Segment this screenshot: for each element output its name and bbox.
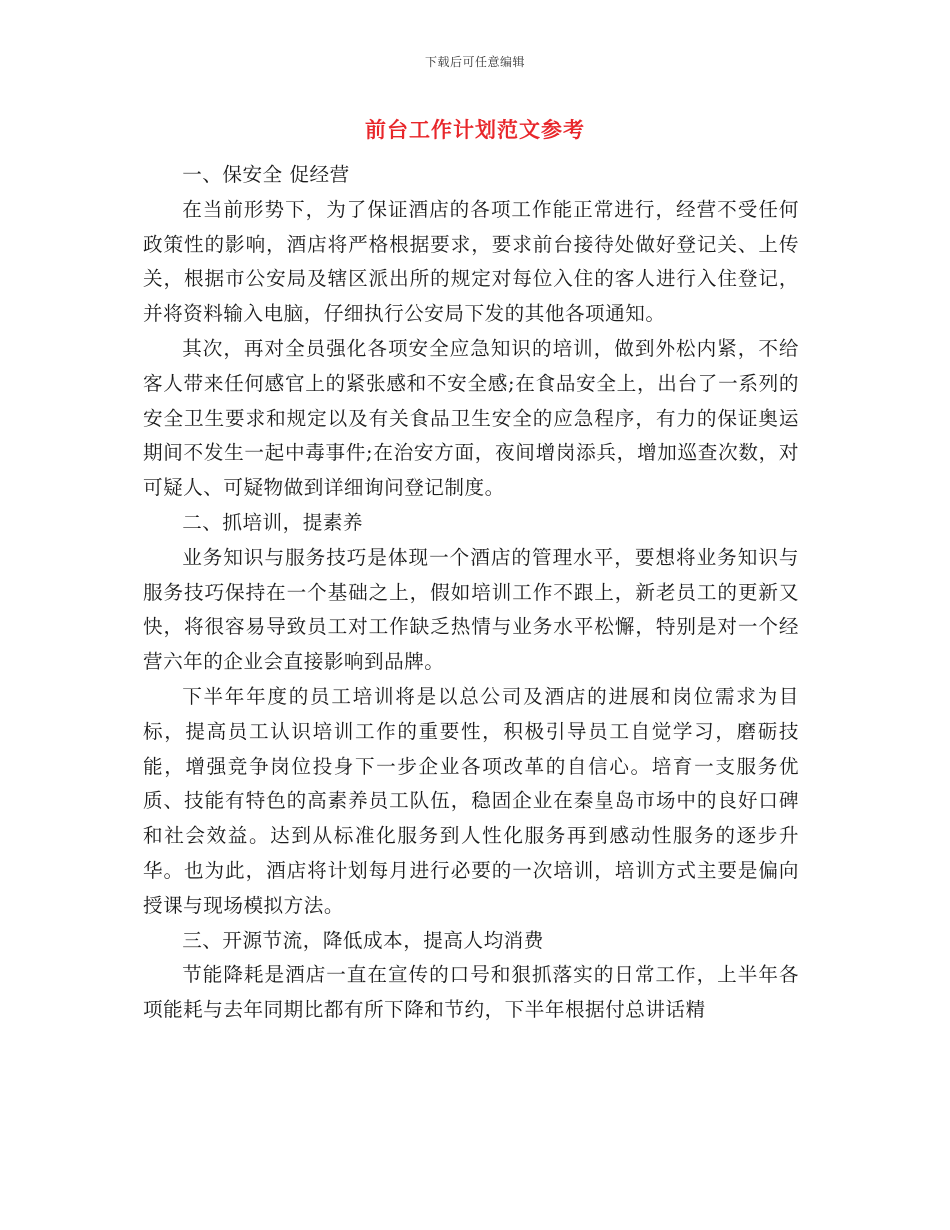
paragraph-safety-training: 其次，再对全员强化各项安全应急知识的培训，做到外松内紧，不给客人带来任何感官上的紧张感和不安全感;在食品安全上，出台了一系列的安全卫生要求和规定以及有关食品卫生安全的应急程序，有力的保证奥运期间不发生一起中毒事件;在治安方面，夜间增岗添兵，增加巡查次数，对可疑人、可疑物做到详细询问登记制度。: [143, 336, 799, 500]
section-heading-training: 二、抓培训，提素养: [182, 510, 364, 534]
section-heading-security: 一、保安全 促经营: [182, 163, 350, 186]
paragraph-staff-training-plan: 下半年年度的员工培训将是以总公司及酒店的进展和岗位需求为目标，提高员工认识培训工作的重要性，积极引导员工自觉学习，磨砺技能，增强竞争岗位投身下一步企业各项改革的自信心。培育一支服务优质、技能有特色的高素养员工队伍，稳固企业在秦皇岛市场中的良好口碑和社会效益。达到从标准化服务到人性化服务再到感动性服务的逐步升华。也为此，酒店将计划每月进行必要的一次培训，培训方式主要是偏向授课与现场模拟方法。: [143, 684, 799, 917]
paragraph-service-skills: 业务知识与服务技巧是体现一个酒店的管理水平，要想将业务知识与服务技巧保持在一个基础之上，假如培训工作不跟上，新老员工的更新又快，将很容易导致员工对工作缺乏热情与业务水平松懈，特别是对一个经营六年的企业会直接影响到品牌。: [143, 545, 799, 674]
paragraph-energy-saving: 节能降耗是酒店一直在宣传的口号和狠抓落实的日常工作，上半年各项能耗与去年同期比都有所下降和节约，下半年根据付总讲话精: [143, 963, 799, 1022]
document-body: [143, 158, 799, 1028]
document-title: 前台工作计划范文参考: [365, 117, 585, 142]
paragraph-registration: 在当前形势下，为了保证酒店的各项工作能正常进行，经营不受任何政策性的影响，酒店将严格根据要求，要求前台接待处做好登记关、上传关，根据市公安局及辖区派出所的规定对每位入住的客人进行入住登记，并将资料输入电脑，仔细执行公安局下发的其他各项通知。: [143, 197, 799, 326]
section-heading-cost: 三、开源节流，降低成本，提高人均消费: [182, 928, 544, 952]
header-note: 下载后可任意编辑: [424, 55, 525, 69]
